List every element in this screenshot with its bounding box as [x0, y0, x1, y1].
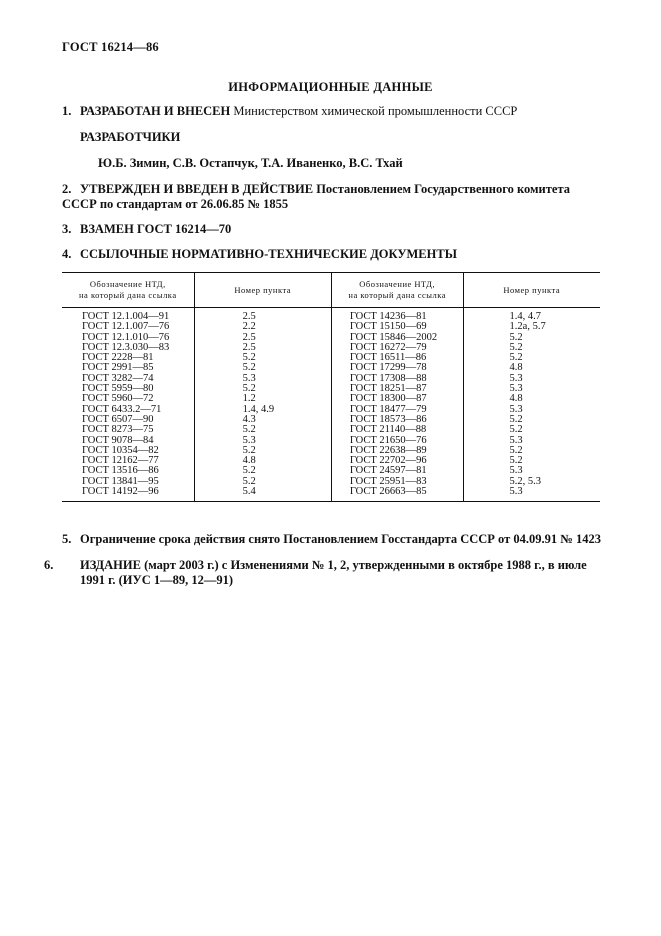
item-number: 6.: [44, 558, 54, 572]
point-cell: 5.2: [509, 424, 523, 436]
point-cell: 5.3: [509, 486, 523, 498]
point-cell: 5.2: [509, 444, 523, 456]
ntd-cell: ГОСТ 18573—86: [331, 415, 463, 425]
developers-names: Ю.Б. Зимин, С.В. Остапчук, Т.А. Иваненко, В.С. Тхай: [98, 156, 403, 170]
point-cell: 4.3: [194, 415, 331, 425]
ntd-cell: ГОСТ 17308—88: [331, 374, 463, 384]
column-header-ntd: [62, 273, 194, 308]
point-cell: 5.3: [509, 403, 523, 415]
ntd-cell: ГОСТ 5960—72: [62, 394, 194, 404]
point-cell: 5.2: [194, 446, 331, 456]
item-text: Министерством химической промышленности СССР: [230, 104, 518, 118]
point-cell: 1.4, 4.7: [509, 311, 542, 322]
ntd-cell: ГОСТ 14192—96: [62, 487, 194, 501]
point-cell: 5.2: [194, 425, 331, 435]
ntd-cell: ГОСТ 22702—96: [331, 456, 463, 466]
column-header-line: Обозначение НТД,: [89, 279, 166, 289]
point-cell: 2.2: [194, 322, 331, 332]
item-text: Постановлением Государственного комитета СССР по стандартам от 26.06.85 № 1855: [62, 182, 570, 211]
column-header-ntd: [331, 273, 463, 308]
ntd-cell: ГОСТ 15150—69: [331, 322, 463, 332]
item-number: 3.: [62, 222, 72, 236]
item-heading: РАЗРАБОТАН И ВНЕСЕН: [80, 104, 231, 118]
ntd-cell: ГОСТ 12162—77: [62, 456, 194, 466]
table-row: [62, 308, 600, 323]
point-cell: 5.2, 5.3: [509, 475, 542, 487]
item-6: [44, 558, 607, 588]
ntd-cell: ГОСТ 15846—2002: [331, 333, 463, 343]
column-header-point: Номер пункта: [463, 273, 600, 308]
ntd-cell: ГОСТ 12.1.007—76: [62, 322, 194, 332]
item-3: [62, 222, 607, 237]
item-text: Ограничение срока действия снято Постановлением Госстандарта СССР от 04.09.91 № 1423: [80, 532, 601, 546]
ntd-cell: ГОСТ 18300—87: [331, 394, 463, 404]
point-cell: 4.8: [509, 362, 523, 374]
item-text: ИЗДАНИЕ (март 2003 г.) с Изменениями № 1, 2, утвержденными в октябре 1988 г., в июле 1991 г. (ИУС 1—89, 12—91): [80, 558, 587, 587]
point-cell: 5.3: [194, 374, 331, 384]
item-number: 4.: [62, 247, 72, 261]
item-1: [62, 104, 607, 119]
ntd-cell: ГОСТ 5959—80: [62, 384, 194, 394]
point-cell: 5.3: [194, 436, 331, 446]
point-cell: 5.3: [509, 434, 523, 446]
ntd-cell: ГОСТ 26663—85: [331, 487, 463, 501]
point-cell: 4.8: [194, 456, 331, 466]
point-cell: 5.2: [194, 466, 331, 476]
references-table: [62, 272, 600, 501]
table-header-row: [62, 273, 600, 308]
ntd-cell: ГОСТ 25951—83: [331, 477, 463, 487]
point-cell: 5.3: [509, 383, 523, 395]
ntd-cell: ГОСТ 3282—74: [62, 374, 194, 384]
ntd-cell: ГОСТ 12.1.004—91: [62, 308, 194, 323]
ntd-cell: ГОСТ 17299—78: [331, 363, 463, 373]
column-header-line: Обозначение НТД,: [359, 279, 436, 289]
ntd-cell: ГОСТ 21140—88: [331, 425, 463, 435]
point-cell: 1.2: [194, 394, 331, 404]
table-bottom-rule: [62, 501, 600, 502]
point-cell: 1.4, 4.9: [194, 405, 331, 415]
item-number: 2.: [62, 182, 72, 196]
table-row: [62, 487, 600, 501]
point-cell: 5.2: [509, 413, 523, 425]
ntd-cell: ГОСТ 18251—87: [331, 384, 463, 394]
ntd-cell: ГОСТ 13516—86: [62, 466, 194, 476]
ntd-cell: ГОСТ 2991—85: [62, 363, 194, 373]
item-heading: ВЗАМЕН ГОСТ 16214—70: [80, 222, 232, 236]
point-cell: 5.2: [194, 384, 331, 394]
item-4: [62, 247, 607, 262]
point-cell: 5.2: [509, 455, 523, 467]
document-code: ГОСТ 16214—86: [62, 40, 159, 54]
ntd-cell: ГОСТ 9078—84: [62, 436, 194, 446]
point-cell: 5.2: [194, 477, 331, 487]
table-body: [62, 308, 600, 502]
point-cell: 5.2: [509, 352, 523, 364]
ntd-cell: ГОСТ 10354—82: [62, 446, 194, 456]
item-number: 5.: [62, 532, 72, 546]
ntd-cell: ГОСТ 16511—86: [331, 353, 463, 363]
item-number: 1.: [62, 104, 72, 118]
ntd-cell: ГОСТ 2228—81: [62, 353, 194, 363]
ntd-cell: ГОСТ 16272—79: [331, 343, 463, 353]
point-cell: 5.3: [509, 372, 523, 384]
point-cell: 2.5: [194, 308, 331, 323]
point-cell: 5.2: [194, 353, 331, 363]
ntd-cell: ГОСТ 12.1.010—76: [62, 333, 194, 343]
ntd-cell: ГОСТ 13841—95: [62, 477, 194, 487]
ntd-cell: ГОСТ 12.3.030—83: [62, 343, 194, 353]
ntd-cell: ГОСТ 22638—89: [331, 446, 463, 456]
point-cell: 2.5: [194, 333, 331, 343]
item-5: [62, 532, 607, 547]
point-cell: 1.2а, 5.7: [509, 321, 546, 333]
item-heading: ССЫЛОЧНЫЕ НОРМАТИВНО-ТЕХНИЧЕСКИЕ ДОКУМЕНТЫ: [80, 247, 457, 261]
point-cell: 5.4: [194, 487, 331, 501]
ntd-cell: ГОСТ 21650—76: [331, 436, 463, 446]
ntd-cell: ГОСТ 6433.2—71: [62, 405, 194, 415]
point-cell: 5.3: [509, 465, 523, 477]
point-cell: 4.8: [509, 393, 523, 405]
ntd-cell: ГОСТ 8273—75: [62, 425, 194, 435]
point-cell: 5.2: [509, 331, 523, 343]
column-header-line: на который дана ссылка: [79, 290, 177, 300]
point-cell: 5.2: [194, 363, 331, 373]
item-2: [62, 182, 607, 212]
developers-heading: РАЗРАБОТЧИКИ: [80, 130, 181, 144]
item-heading: УТВЕРЖДЕН И ВВЕДЕН В ДЕЙСТВИЕ: [80, 182, 314, 196]
point-cell: 2.5: [194, 343, 331, 353]
column-header-line: на который дана ссылка: [348, 290, 446, 300]
ntd-cell: ГОСТ 6507—90: [62, 415, 194, 425]
ntd-cell: ГОСТ 24597—81: [331, 466, 463, 476]
page-title: ИНФОРМАЦИОННЫЕ ДАННЫЕ: [228, 80, 433, 94]
point-cell: 5.2: [509, 341, 523, 353]
ntd-cell: ГОСТ 18477—79: [331, 405, 463, 415]
column-header-point: Номер пункта: [194, 273, 331, 308]
ntd-cell: ГОСТ 14236—81: [331, 308, 463, 323]
